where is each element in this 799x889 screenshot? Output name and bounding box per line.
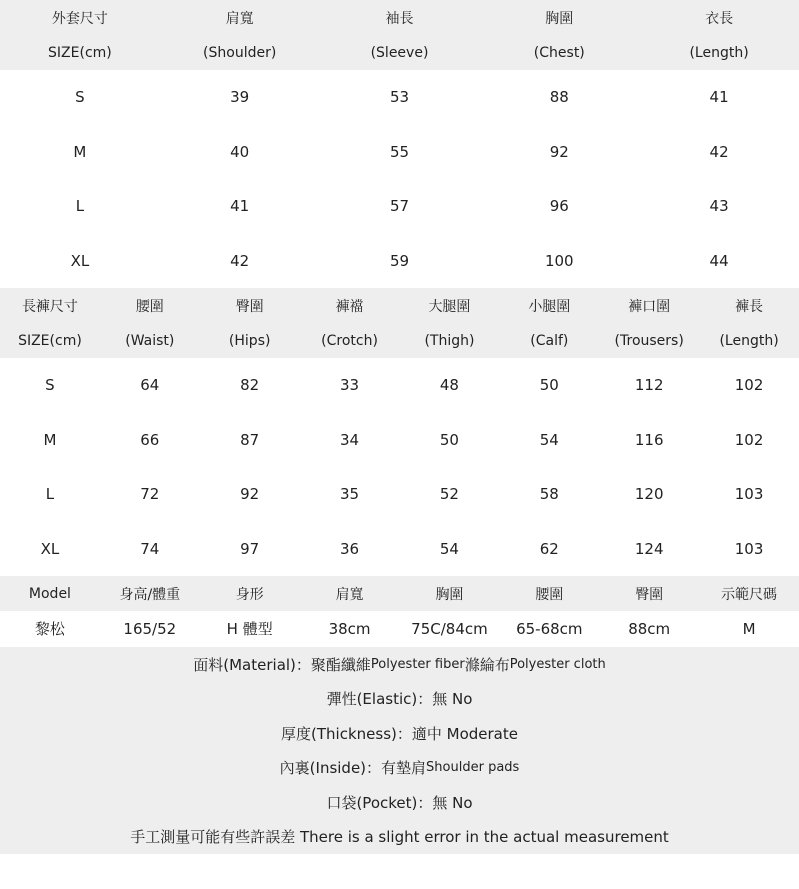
jacket-cell: 41 bbox=[230, 197, 250, 216]
pants-cell: 34 bbox=[340, 430, 360, 449]
material-mid: 滌綸布 bbox=[464, 655, 510, 674]
pants-cell: 58 bbox=[539, 485, 559, 504]
pants-cell: 103 bbox=[734, 539, 764, 558]
pants-cell: XL bbox=[40, 539, 60, 558]
pants-row bbox=[0, 358, 799, 413]
pants-cell: 72 bbox=[140, 485, 160, 504]
jacket-header-en-row bbox=[0, 35, 799, 70]
model-cell: 38cm bbox=[328, 619, 371, 638]
model-row bbox=[0, 611, 799, 646]
pants-cell: 102 bbox=[734, 430, 764, 449]
material-en-2: Polyester cloth bbox=[509, 656, 606, 672]
jacket-header-cell: (Chest) bbox=[533, 44, 585, 61]
jacket-header-cell: (Sleeve) bbox=[370, 44, 429, 61]
jacket-cell: 96 bbox=[549, 197, 569, 216]
pants-cell: 62 bbox=[539, 539, 559, 558]
elastic-note: 彈性(Elastic)：無 No bbox=[326, 690, 473, 709]
pants-cell: S bbox=[45, 376, 55, 395]
pants-header-cell: 腰圍 bbox=[135, 298, 164, 315]
model-header-cell: 身形 bbox=[235, 586, 264, 603]
model-header-cell: 胸圍 bbox=[435, 586, 464, 603]
jacket-cell: S bbox=[75, 88, 85, 107]
jacket-row bbox=[0, 234, 799, 289]
product-notes bbox=[0, 647, 799, 854]
jacket-cell: M bbox=[73, 142, 87, 161]
pants-header-cell: 褲口圍 bbox=[628, 298, 671, 315]
inside-label: 內裏(Inside)：有墊肩 bbox=[279, 759, 427, 778]
model-header-cell: Model bbox=[28, 585, 71, 602]
model-cell: H 體型 bbox=[226, 620, 273, 638]
pants-cell: 50 bbox=[539, 376, 559, 395]
pants-header-cell: 大腿圍 bbox=[428, 298, 471, 315]
jacket-cell: 59 bbox=[389, 251, 410, 270]
pants-cell: 64 bbox=[140, 376, 160, 395]
pants-cell: 97 bbox=[240, 539, 260, 558]
pants-cell: 52 bbox=[439, 485, 459, 504]
pants-header-cell: 褲襠 bbox=[335, 298, 364, 315]
pants-cell: 66 bbox=[140, 430, 160, 449]
pants-cell: 92 bbox=[240, 485, 260, 504]
pants-header-en-row bbox=[0, 323, 799, 358]
pants-cell: 54 bbox=[439, 539, 459, 558]
jacket-cell: 40 bbox=[230, 142, 250, 161]
pants-cell: L bbox=[45, 485, 55, 504]
jacket-cell: 42 bbox=[230, 251, 250, 270]
pants-header-zh-row bbox=[0, 288, 799, 323]
jacket-cell: 88 bbox=[549, 88, 569, 107]
jacket-header-cell: 肩寬 bbox=[225, 10, 254, 27]
pants-size-table bbox=[0, 288, 799, 576]
thickness-note: 厚度(Thickness)：適中 Moderate bbox=[281, 724, 518, 743]
jacket-header-cell: (Shoulder) bbox=[203, 44, 277, 61]
jacket-cell: XL bbox=[70, 251, 90, 270]
pants-cell: 87 bbox=[240, 430, 260, 449]
material-en-1: Polyester fiber bbox=[370, 656, 465, 672]
jacket-row bbox=[0, 70, 799, 125]
jacket-cell: 43 bbox=[709, 197, 729, 216]
pants-row bbox=[0, 522, 799, 577]
jacket-cell: 57 bbox=[389, 197, 410, 216]
pants-cell: 35 bbox=[340, 485, 360, 504]
model-cell: 65-68cm bbox=[516, 619, 583, 638]
pants-header-cell: (Thigh) bbox=[424, 332, 475, 349]
jacket-cell: 55 bbox=[389, 142, 410, 161]
model-header-row bbox=[0, 576, 799, 611]
pants-header-cell: 長褲尺寸 bbox=[21, 298, 78, 315]
model-cell: 75C/84cm bbox=[411, 619, 488, 638]
pants-row bbox=[0, 413, 799, 468]
model-header-cell: 身高/體重 bbox=[119, 586, 181, 603]
jacket-header-cell: 袖長 bbox=[385, 10, 414, 27]
jacket-cell: 41 bbox=[709, 88, 729, 107]
pants-cell: 48 bbox=[439, 376, 459, 395]
jacket-cell: 100 bbox=[544, 251, 574, 270]
pants-cell: 54 bbox=[539, 430, 559, 449]
inside-en: Shoulder pads bbox=[426, 760, 520, 776]
jacket-header-cell: (Length) bbox=[689, 44, 749, 61]
pants-cell: M bbox=[43, 430, 57, 449]
model-header-cell: 腰圍 bbox=[535, 586, 564, 603]
pants-cell: 103 bbox=[734, 485, 764, 504]
model-header-cell: 臀圍 bbox=[635, 586, 664, 603]
model-table bbox=[0, 576, 799, 646]
pants-header-cell: (Length) bbox=[719, 332, 779, 349]
material-label: 面料(Material)：聚酯纖維 bbox=[193, 655, 371, 674]
measurement-error-note: 手工測量可能有些許誤差 There is a slight error in the actual measurement bbox=[130, 828, 669, 847]
pants-header-cell: (Crotch) bbox=[321, 332, 378, 349]
jacket-cell: L bbox=[75, 197, 85, 216]
pants-header-cell: (Hips) bbox=[228, 332, 271, 349]
jacket-cell: 44 bbox=[709, 251, 729, 270]
model-cell: M bbox=[742, 619, 756, 638]
pants-header-cell: 臀圍 bbox=[235, 298, 264, 315]
pocket-note: 口袋(Pocket)：無 No bbox=[326, 793, 473, 812]
pants-cell: 33 bbox=[340, 376, 360, 395]
model-cell: 165/52 bbox=[123, 619, 177, 638]
pants-header-cell: 小腿圍 bbox=[528, 298, 571, 315]
pants-cell: 116 bbox=[634, 430, 664, 449]
pants-cell: 102 bbox=[734, 376, 764, 395]
pants-cell: 74 bbox=[140, 539, 160, 558]
jacket-header-cell: 胸圍 bbox=[545, 10, 574, 27]
pants-header-cell: (Calf) bbox=[530, 332, 569, 349]
model-header-cell: 肩寬 bbox=[335, 586, 364, 603]
jacket-header-cell: 衣長 bbox=[705, 10, 734, 27]
pants-cell: 50 bbox=[439, 430, 459, 449]
pants-header-cell: (Waist) bbox=[125, 332, 175, 349]
jacket-size-table bbox=[0, 0, 799, 288]
jacket-cell: 39 bbox=[230, 88, 250, 107]
jacket-header-zh-row bbox=[0, 0, 799, 35]
jacket-cell: 53 bbox=[389, 88, 410, 107]
model-cell: 黎松 bbox=[34, 620, 65, 638]
pants-cell: 112 bbox=[634, 376, 664, 395]
pants-cell: 120 bbox=[634, 485, 664, 504]
jacket-header-cell: 外套尺寸 bbox=[51, 10, 108, 27]
jacket-row bbox=[0, 179, 799, 234]
pants-header-cell: SIZE(cm) bbox=[18, 332, 82, 349]
jacket-header-cell: SIZE(cm) bbox=[48, 44, 112, 61]
inside-note bbox=[0, 751, 799, 786]
jacket-cell: 92 bbox=[549, 142, 569, 161]
jacket-row bbox=[0, 125, 799, 180]
model-header-cell: 示範尺碼 bbox=[721, 586, 778, 603]
pants-cell: 36 bbox=[340, 539, 360, 558]
pants-header-cell: 褲長 bbox=[735, 298, 764, 315]
pants-row bbox=[0, 467, 799, 522]
material-note bbox=[0, 647, 799, 682]
model-cell: 88cm bbox=[628, 619, 671, 638]
pants-header-cell: (Trousers) bbox=[614, 332, 684, 349]
pants-cell: 124 bbox=[634, 539, 664, 558]
pants-cell: 82 bbox=[240, 376, 260, 395]
jacket-cell: 42 bbox=[709, 142, 729, 161]
